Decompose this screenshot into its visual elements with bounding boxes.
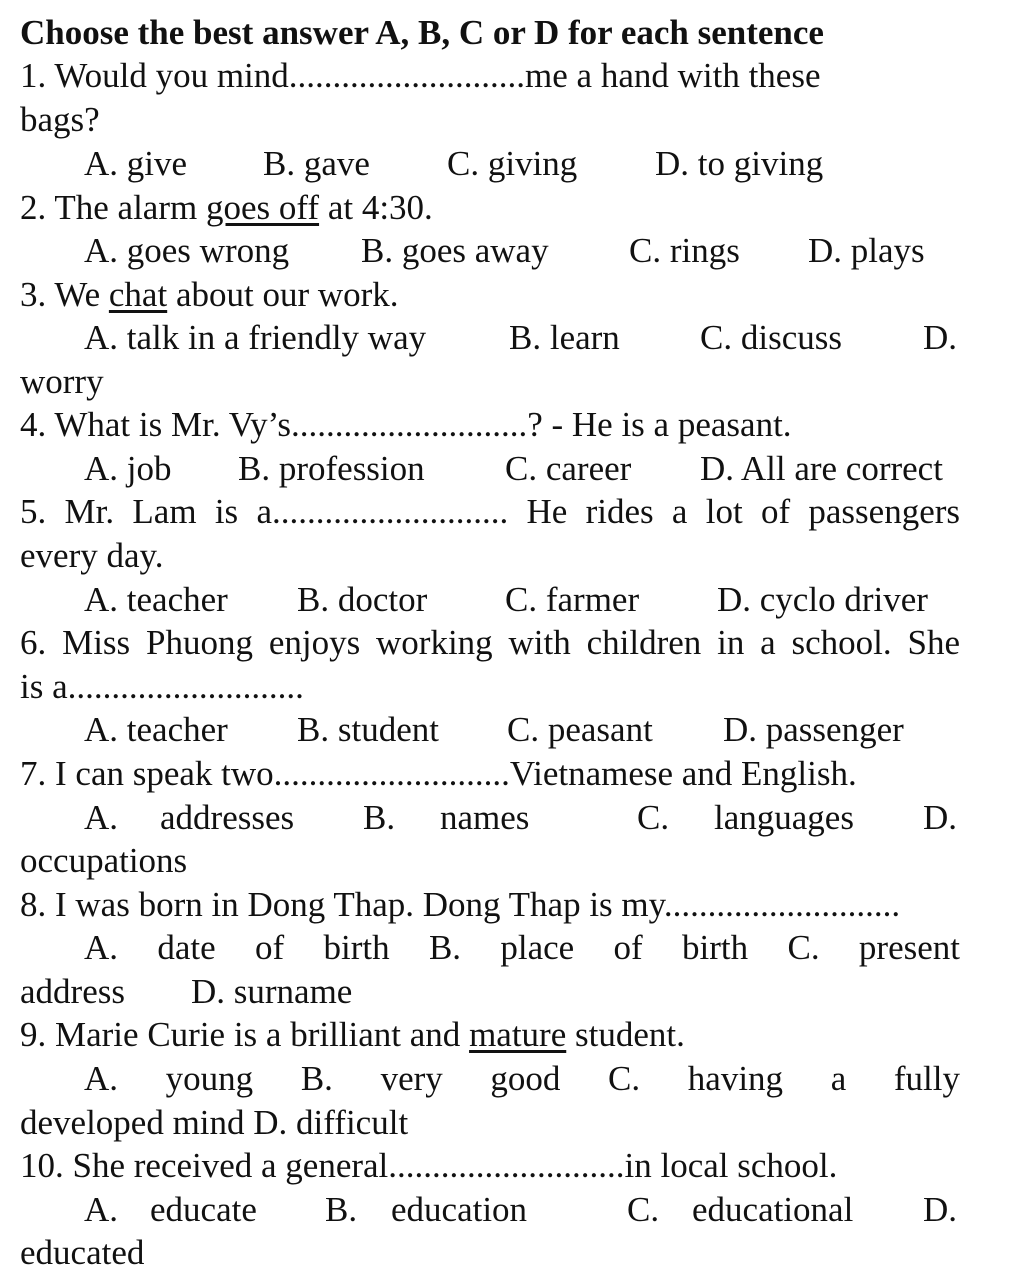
q5-option-c: C. farmer [505, 580, 640, 619]
question-3-text: 3. We chat about our work. [20, 275, 399, 314]
q1-option-d: D. to giving [655, 144, 824, 183]
question-1-text: 1. Would you mind...........................me a hand with these [20, 56, 821, 95]
q5-option-b: B. doctor [297, 580, 428, 619]
q3-option-b: B. learn [509, 318, 620, 357]
q7-option-a-text: addresses [160, 798, 295, 837]
q2-option-c: C. rings [629, 231, 740, 270]
question-1-text-cont: bags? [20, 100, 100, 139]
q5-option-a: A. teacher [84, 580, 228, 619]
underlined-phrase: mature [469, 1015, 567, 1054]
q7-option-c-text: languages [714, 798, 854, 837]
q10-option-b-text: education [391, 1190, 528, 1229]
q3-option-c: C. discuss [700, 318, 842, 357]
question-9-text: 9. Marie Curie is a brilliant and mature student. [20, 1015, 685, 1054]
page-title: Choose the best answer A, B, C or D for each sentence [20, 13, 824, 52]
q6-option-a: A. teacher [84, 710, 228, 749]
q7-option-b: B. [363, 798, 396, 837]
q7-option-b-text: names [440, 798, 530, 837]
question-6-text-cont: is a........................... [20, 667, 304, 706]
q1-option-b: B. gave [263, 144, 370, 183]
question-4-text: 4. What is Mr. Vy’s...........................? - He is a peasant. [20, 405, 792, 444]
q10-option-d-text: educated [20, 1233, 145, 1272]
question-10-text: 10. She received a general...........................in local school. [20, 1146, 838, 1185]
q6-option-d: D. passenger [723, 710, 904, 749]
q10-option-c-text: educational [692, 1190, 854, 1229]
question-2-text: 2. The alarm goes off at 4:30. [20, 188, 433, 227]
q5-option-d: D. cyclo driver [717, 580, 928, 619]
question-6-text: 6. Miss Phuong enjoys working with children in a school. She [20, 623, 960, 662]
question-5-text-cont: every day. [20, 536, 164, 575]
q9-options-line: A. young B. very good C. having a fully [84, 1059, 960, 1098]
q1-option-a: A. give [84, 144, 188, 183]
q4-option-c: C. career [505, 449, 632, 488]
q3-option-a: A. talk in a friendly way [84, 318, 427, 357]
q8-options-line: A. date of birth B. place of birth C. present [84, 928, 960, 967]
q6-option-c: C. peasant [507, 710, 653, 749]
underlined-phrase: goes off [205, 188, 320, 227]
q10-option-a-text: educate [150, 1190, 257, 1229]
q2-option-d: D. plays [808, 231, 925, 270]
question-7-text: 7. I can speak two...........................Vietnamese and English. [20, 754, 857, 793]
q7-option-a: A. [84, 798, 119, 837]
q2-option-a: A. goes wrong [84, 231, 290, 270]
q10-option-d: D. [923, 1190, 958, 1229]
q8-option-d: D. surname [191, 972, 353, 1011]
q3-option-d: D. [923, 318, 958, 357]
q10-option-a: A. [84, 1190, 119, 1229]
q9-options-cont: developed mind D. difficult [20, 1103, 409, 1142]
q2-option-b: B. goes away [361, 231, 549, 270]
q4-option-b: B. profession [238, 449, 425, 488]
q7-option-d: D. [923, 798, 958, 837]
q3-option-d-text: worry [20, 362, 104, 401]
q4-option-d: D. All are correct [700, 449, 943, 488]
q7-option-c: C. [637, 798, 670, 837]
q1-option-c: C. giving [447, 144, 578, 183]
underlined-phrase: chat [108, 275, 168, 314]
q6-option-b: B. student [297, 710, 439, 749]
q10-option-b: B. [325, 1190, 358, 1229]
q8-option-c-cont: address [20, 972, 125, 1011]
q10-option-c: C. [627, 1190, 660, 1229]
question-5-text: 5. Mr. Lam is a........................... He rides a lot of passengers [20, 492, 960, 531]
question-8-text: 8. I was born in Dong Thap. Dong Thap is my........................... [20, 885, 901, 924]
q7-option-d-text: occupations [20, 841, 188, 880]
q4-option-a: A. job [84, 449, 172, 488]
